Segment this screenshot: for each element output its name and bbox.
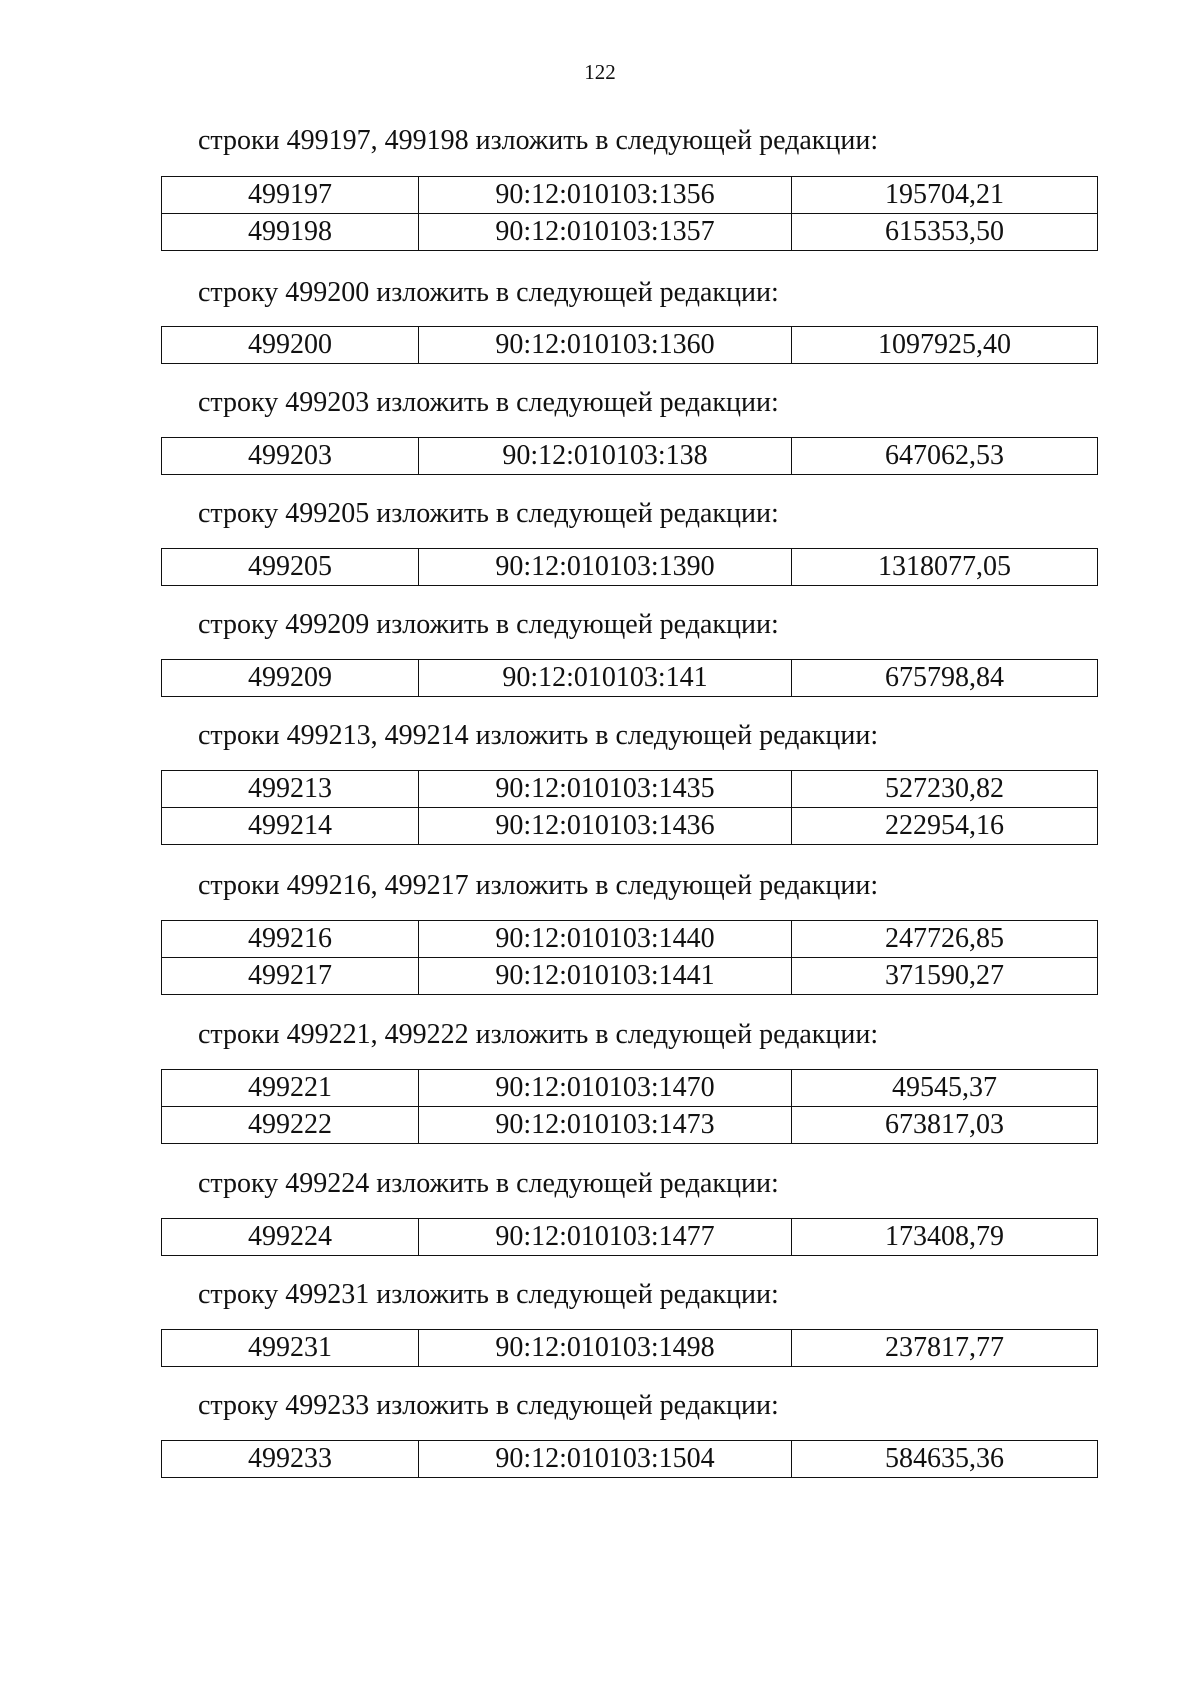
amendment-section (0, 869, 1200, 903)
amendment-table (161, 176, 1098, 251)
amendment-table (161, 770, 1098, 845)
amendment-table (161, 659, 1098, 697)
table-row (162, 177, 1098, 214)
cadastral-number-cell: 90:12:010103:1498 (419, 1330, 792, 1367)
row-number-cell: 499222 (162, 1107, 419, 1144)
row-number-cell: 499198 (162, 214, 419, 251)
table-row (162, 1219, 1098, 1256)
value-cell: 49545,37 (792, 1070, 1098, 1107)
amendment-table (161, 548, 1098, 586)
amendment-intro: строку 499203 изложить в следующей редакции: (198, 387, 779, 418)
amendment-table (161, 1440, 1098, 1478)
value-cell: 195704,21 (792, 177, 1098, 214)
cadastral-number-cell: 90:12:010103:1390 (419, 549, 792, 586)
amendment-table (161, 1329, 1098, 1367)
cadastral-number-cell: 90:12:010103:1360 (419, 327, 792, 364)
row-number-cell: 499213 (162, 771, 419, 808)
table-row (162, 1107, 1098, 1144)
row-number-cell: 499224 (162, 1219, 419, 1256)
cadastral-number-cell: 90:12:010103:1441 (419, 958, 792, 995)
amendment-intro: строки 499197, 499198 изложить в следующей редакции: (198, 125, 879, 156)
amendment-intro: строку 499224 изложить в следующей редакции: (198, 1168, 779, 1199)
amendment-section (0, 497, 1200, 531)
value-cell: 1318077,05 (792, 549, 1098, 586)
row-number-cell: 499203 (162, 438, 419, 475)
value-cell: 247726,85 (792, 921, 1098, 958)
cadastral-number-cell: 90:12:010103:1356 (419, 177, 792, 214)
amendment-table (161, 326, 1098, 364)
amendment-section (0, 1278, 1200, 1312)
amendment-section (0, 1018, 1200, 1052)
table-row (162, 327, 1098, 364)
value-cell: 527230,82 (792, 771, 1098, 808)
row-number-cell: 499197 (162, 177, 419, 214)
value-cell: 615353,50 (792, 214, 1098, 251)
table-row (162, 1070, 1098, 1107)
amendment-intro: строку 499231 изложить в следующей редакции: (198, 1279, 779, 1310)
value-cell: 237817,77 (792, 1330, 1098, 1367)
amendment-table (161, 1218, 1098, 1256)
cadastral-number-cell: 90:12:010103:1504 (419, 1441, 792, 1478)
amendment-intro: строки 499221, 499222 изложить в следующей редакции: (198, 1019, 879, 1050)
amendment-table (161, 920, 1098, 995)
amendment-section (0, 1389, 1200, 1423)
amendment-intro: строку 499205 изложить в следующей редакции: (198, 498, 779, 529)
row-number-cell: 499214 (162, 808, 419, 845)
row-number-cell: 499200 (162, 327, 419, 364)
cadastral-number-cell: 90:12:010103:138 (419, 438, 792, 475)
cadastral-number-cell: 90:12:010103:1473 (419, 1107, 792, 1144)
value-cell: 673817,03 (792, 1107, 1098, 1144)
cadastral-number-cell: 90:12:010103:1435 (419, 771, 792, 808)
row-number-cell: 499221 (162, 1070, 419, 1107)
row-number-cell: 499217 (162, 958, 419, 995)
table-row (162, 660, 1098, 697)
value-cell: 173408,79 (792, 1219, 1098, 1256)
page-number: 122 (584, 60, 616, 84)
amendment-section (0, 719, 1200, 753)
table-row (162, 214, 1098, 251)
table-row (162, 1330, 1098, 1367)
amendment-section (0, 124, 1200, 158)
value-cell: 584635,36 (792, 1441, 1098, 1478)
amendment-section (0, 276, 1200, 310)
amendment-intro: строки 499216, 499217 изложить в следующей редакции: (198, 870, 879, 901)
row-number-cell: 499205 (162, 549, 419, 586)
cadastral-number-cell: 90:12:010103:1357 (419, 214, 792, 251)
amendment-table (161, 437, 1098, 475)
row-number-cell: 499231 (162, 1330, 419, 1367)
amendment-section (0, 1167, 1200, 1201)
table-row (162, 958, 1098, 995)
amendment-section (0, 386, 1200, 420)
amendment-intro: строку 499200 изложить в следующей редакции: (198, 277, 779, 308)
table-row (162, 1441, 1098, 1478)
value-cell: 675798,84 (792, 660, 1098, 697)
value-cell: 1097925,40 (792, 327, 1098, 364)
amendment-intro: строки 499213, 499214 изложить в следующей редакции: (198, 720, 879, 751)
table-row (162, 921, 1098, 958)
cadastral-number-cell: 90:12:010103:1470 (419, 1070, 792, 1107)
amendment-intro: строку 499233 изложить в следующей редакции: (198, 1390, 779, 1421)
cadastral-number-cell: 90:12:010103:141 (419, 660, 792, 697)
row-number-cell: 499216 (162, 921, 419, 958)
cadastral-number-cell: 90:12:010103:1477 (419, 1219, 792, 1256)
cadastral-number-cell: 90:12:010103:1436 (419, 808, 792, 845)
amendment-intro: строку 499209 изложить в следующей редакции: (198, 609, 779, 640)
value-cell: 222954,16 (792, 808, 1098, 845)
table-row (162, 549, 1098, 586)
table-row (162, 808, 1098, 845)
amendment-table (161, 1069, 1098, 1144)
row-number-cell: 499233 (162, 1441, 419, 1478)
amendment-section (0, 608, 1200, 642)
table-row (162, 771, 1098, 808)
value-cell: 371590,27 (792, 958, 1098, 995)
table-row (162, 438, 1098, 475)
cadastral-number-cell: 90:12:010103:1440 (419, 921, 792, 958)
value-cell: 647062,53 (792, 438, 1098, 475)
row-number-cell: 499209 (162, 660, 419, 697)
